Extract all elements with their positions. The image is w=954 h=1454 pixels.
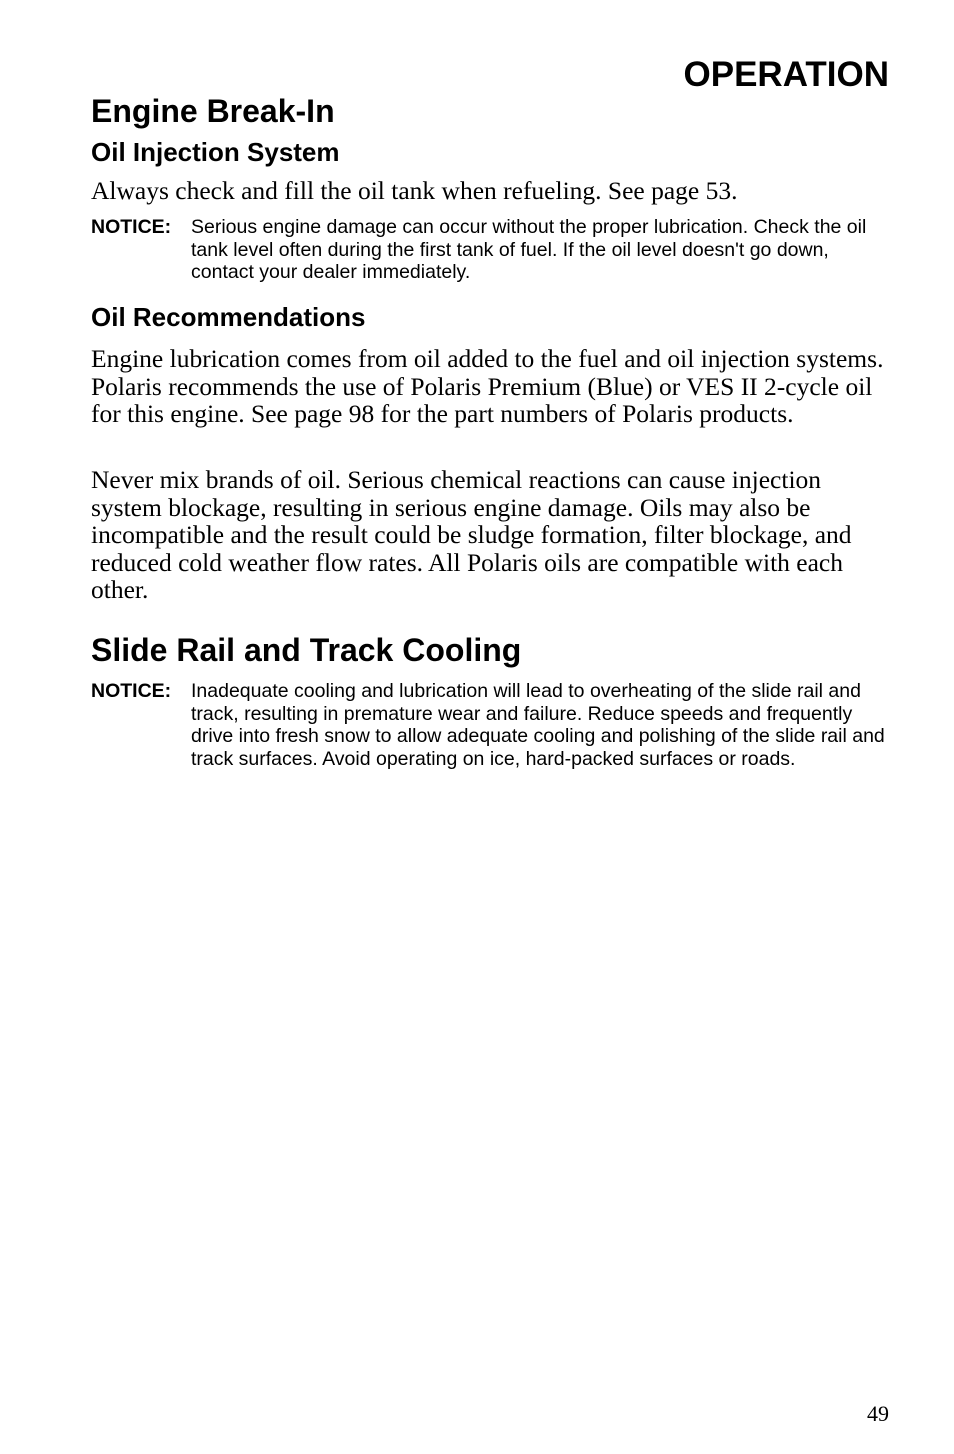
page-number: 49	[867, 1401, 889, 1426]
heading-engine-break-in: Engine Break-In	[91, 93, 335, 129]
oil-recommendations-paragraph-1: Engine lubrication comes from oil added to the fuel and oil injection systems. Polaris recommends the use of Polaris Premium (Blue) or VES II 2-cycle oil for this engine. See page 98 for the part numbers of Polaris products.	[91, 344, 884, 428]
notice-slide-rail	[91, 680, 889, 770]
notice-text: Inadequate cooling and lubrication will lead to overheating of the slide rail and track, resulting in premature wear and failure. Reduce speeds and frequently drive into fresh snow to allow adequate cooling and polishing of the slide rail and track surfaces. Avoid operating on ice, hard-packed surfaces or roads.	[191, 680, 885, 770]
subheading-oil-injection-system: Oil Injection System	[91, 137, 340, 167]
notice-label: NOTICE:	[91, 216, 172, 238]
notice-label: NOTICE:	[91, 680, 172, 702]
heading-slide-rail-track-cooling: Slide Rail and Track Cooling	[91, 632, 522, 668]
notice-text: Serious engine damage can occur without the proper lubrication. Check the oil tank level often during the first tank of fuel. If the oil level doesn't go down, contact your dealer immediately.	[191, 216, 867, 283]
oil-recommendations-paragraph-2: Never mix brands of oil. Serious chemical reactions can cause injection system blockage, resulting in serious engine damage. Oils may also be incompatible and the result could be sludge formation, filter blockage, and reduced cold weather flow rates. All Polaris oils are compatible with each other.	[91, 465, 852, 604]
subheading-oil-recommendations: Oil Recommendations	[91, 302, 366, 332]
notice-oil-injection	[91, 216, 889, 284]
section-header: OPERATION	[683, 55, 889, 94]
oil-injection-paragraph: Always check and fill the oil tank when refueling. See page 53.	[91, 176, 738, 205]
manual-page	[91, 0, 889, 1454]
